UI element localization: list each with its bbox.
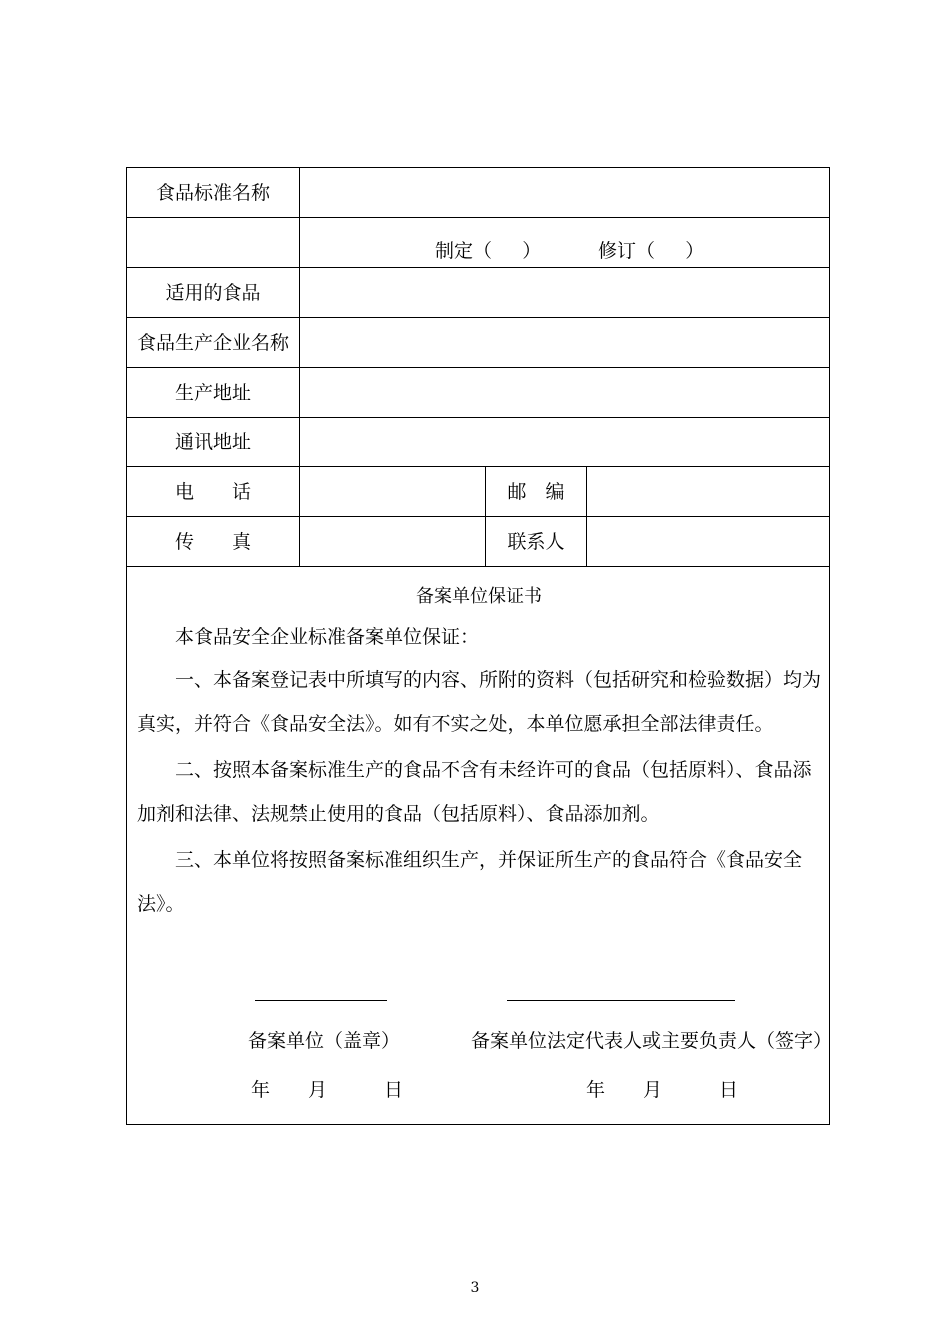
- declaration-item-2: 二、按照本备案标准生产的食品不含有未经许可的食品（包括原料）、食品添加剂和法律、法规禁止使用的食品（包括原料）、食品添加剂。: [137, 759, 812, 825]
- page-number: 3: [470, 1280, 480, 1296]
- producer-name-label: 食品生产企业名称: [136, 332, 289, 354]
- registration-form: [126, 167, 833, 1125]
- production-address-label: 生产地址: [174, 382, 251, 404]
- unit-seal-label: 备案单位（盖章）: [248, 1030, 401, 1052]
- mailing-address-label: 通讯地址: [174, 431, 251, 453]
- postcode-label: 邮 编: [507, 481, 565, 503]
- fax-label: 传 真: [174, 531, 251, 553]
- declaration-intro-text: 本食品安全企业标准备案单位保证：: [175, 626, 480, 648]
- seal-signature-line: [255, 1000, 387, 1001]
- column-divider: [586, 466, 587, 567]
- contact-label: 联系人: [507, 531, 565, 553]
- date-left: 年 月 日: [251, 1079, 404, 1101]
- date-right: 年 月 日: [586, 1079, 739, 1101]
- representative-label: 备案单位法定代表人或主要负责人（签字）: [471, 1030, 833, 1052]
- phone-label: 电 话: [174, 481, 251, 503]
- declaration-item-3: 三、本单位将按照备案标准组织生产，并保证所生产的食品符合《食品安全法》。: [137, 849, 803, 915]
- applicable-food-label: 适用的食品: [165, 282, 261, 304]
- declaration-title: 备案单位保证书: [416, 586, 542, 607]
- declaration-intro: [137, 615, 827, 659]
- declaration-item-1: 一、本备案登记表中所填写的内容、所附的资料（包括研究和检验数据）均为真实，并符合《食品安全法》。如有不实之处，本单位愿承担全部法律责任。: [137, 669, 822, 735]
- revise-option: 修订（ ）: [598, 240, 705, 262]
- column-divider: [299, 168, 300, 567]
- representative-signature-line: [507, 1000, 735, 1001]
- formulate-option: 制定（ ）: [435, 240, 542, 262]
- standard-name-label: 食品标准名称: [155, 182, 270, 204]
